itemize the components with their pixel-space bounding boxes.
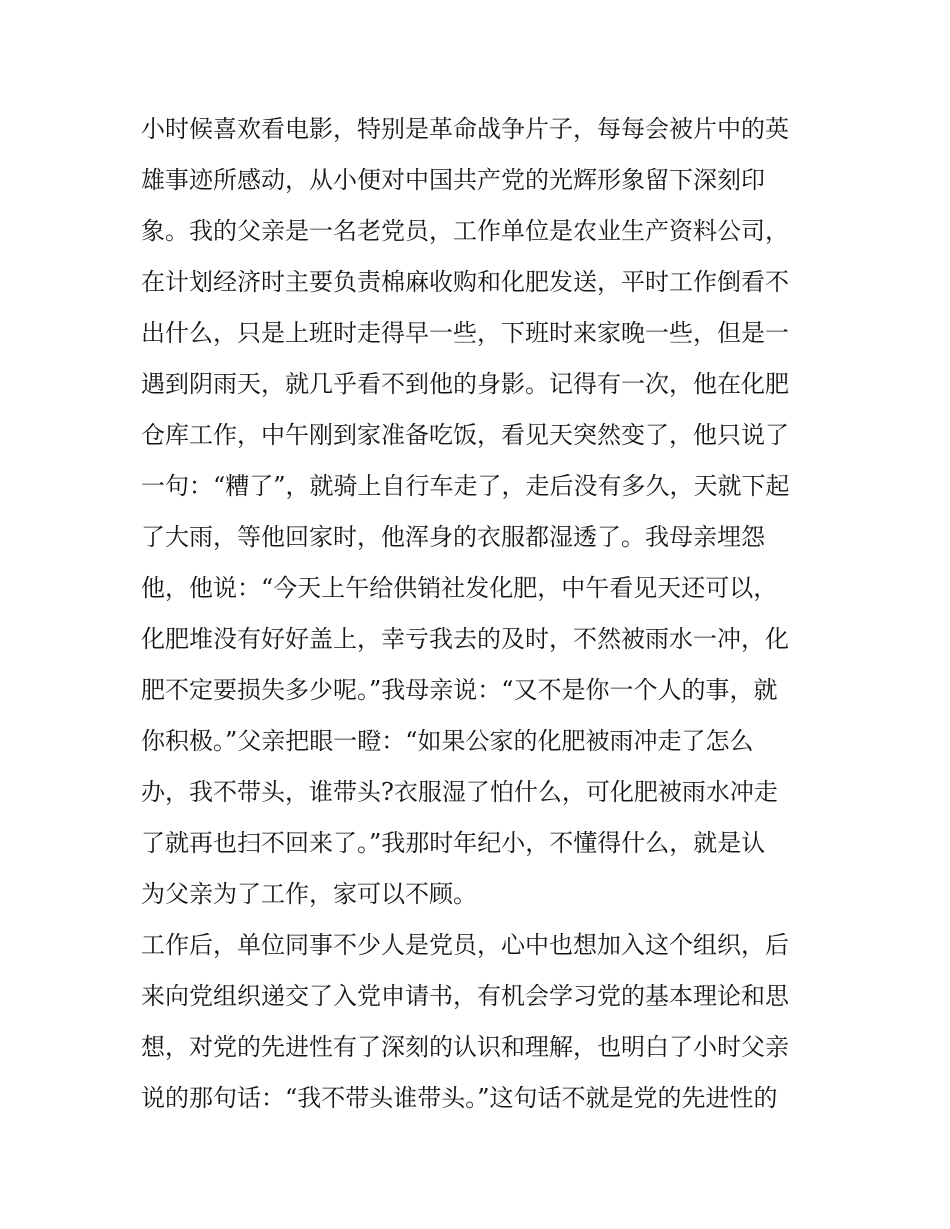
text-line-13: 你积极。”父亲把眼一瞪：“如果公家的化肥被雨冲走了怎么	[141, 727, 754, 755]
text-line-3: 象。我的父亲是一名老党员，工作单位是农业生产资料公司，	[141, 217, 789, 245]
text-line-18: 来向党组织递交了入党申请书，有机会学习党的基本理论和思	[141, 982, 789, 1010]
text-line-16: 为父亲为了工作，家可以不顾。	[141, 880, 477, 908]
body-text	[141, 104, 813, 1124]
text-line-17: 工作后，单位同事不少人是党员，心中也想加入这个组织，后	[141, 931, 789, 959]
text-line-1: 小时候喜欢看电影，特别是革命战争片子，每每会被片中的英	[141, 115, 789, 143]
text-line-20: 说的那句话：“我不带头谁带头。”这句话不就是党的先进性的	[141, 1084, 778, 1112]
text-line-19: 想，对党的先进性有了深刻的认识和理解，也明白了小时父亲	[141, 1033, 789, 1061]
text-line-14: 办，我不带头，谁带头?衣服湿了怕什么，可化肥被雨水冲走	[141, 778, 778, 806]
text-line-5: 出什么，只是上班时走得早一些，下班时来家晚一些，但是一	[141, 319, 789, 347]
text-line-9: 了大雨，等他回家时，他浑身的衣服都湿透了。我母亲埋怨	[141, 523, 765, 551]
text-line-11: 化肥堆没有好好盖上，幸亏我去的及时，不然被雨水一冲，化	[141, 625, 789, 653]
text-line-15: 了就再也扫不回来了。”我那时年纪小，不懂得什么，就是认	[141, 829, 766, 857]
text-line-6: 遇到阴雨天，就几乎看不到他的身影。记得有一次，他在化肥	[141, 370, 789, 398]
text-line-4: 在计划经济时主要负责棉麻收购和化肥发送，平时工作倒看不	[141, 268, 789, 296]
text-line-7: 仓库工作，中午刚到家准备吃饭，看见天突然变了，他只说了	[141, 421, 789, 449]
text-line-8: 一句：“糟了”，就骑上自行车走了，走后没有多久，天就下起	[141, 472, 790, 500]
text-line-10: 他，他说：“今天上午给供销社发化肥，中午看见天还可以，	[141, 574, 778, 602]
text-line-12: 肥不定要损失多少呢。”我母亲说：“又不是你一个人的事，就	[141, 676, 778, 704]
text-line-2: 雄事迹所感动，从小便对中国共产党的光辉形象留下深刻印	[141, 166, 765, 194]
